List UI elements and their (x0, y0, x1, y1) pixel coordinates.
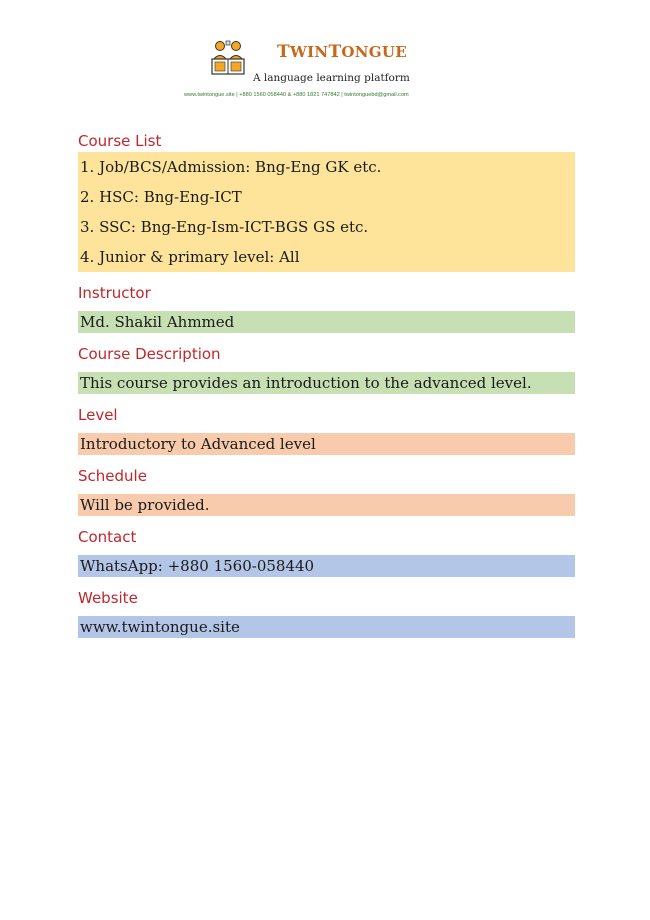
description-value: This course provides an introduction to the advanced level. (80, 374, 532, 392)
contact-line: www.twintongue.site | +880 1560 058440 & +880 1821 747842 | twintonguebd@gmail.com (184, 92, 409, 98)
brand-initial-2: T (328, 42, 342, 62)
list-item: 2. HSC: Bng-Eng-ICT (80, 188, 242, 206)
instructor-value: Md. Shakil Ahmmed (80, 313, 235, 331)
course-details (78, 130, 575, 638)
schedule-box (78, 494, 575, 516)
schedule-heading: Schedule (78, 467, 147, 485)
course-list (78, 152, 575, 272)
level-heading: Level (78, 406, 118, 424)
instructor-box (78, 311, 575, 333)
contact-box (78, 555, 575, 577)
description-box (78, 372, 575, 394)
list-item: 4. Junior & primary level: All (80, 248, 300, 266)
list-item: 3. SSC: Bng-Eng-Ism-ICT-BGS GS etc. (80, 218, 369, 236)
tagline: A language learning platform (253, 72, 410, 84)
list-item: 1. Job/BCS/Admission: Bng-Eng GK etc. (80, 158, 382, 176)
contact-heading: Contact (78, 528, 137, 546)
brand-part-1: WIN (289, 43, 329, 61)
course-list-heading: Course List (78, 132, 162, 150)
brand-initial-1: T (277, 42, 290, 62)
website-value: www.twintongue.site (80, 618, 240, 636)
brand-part-2: ONGUE (341, 43, 407, 61)
level-value: Introductory to Advanced level (80, 435, 316, 453)
website-heading: Website (78, 589, 138, 607)
description-heading: Course Description (78, 345, 221, 363)
level-box (78, 433, 575, 455)
website-box (78, 616, 575, 638)
brand-name (277, 42, 407, 62)
twintongue-logo-icon (208, 40, 248, 76)
schedule-value: Will be provided. (80, 496, 210, 514)
letterhead (0, 36, 650, 106)
contact-value: WhatsApp: +880 1560-058440 (80, 557, 315, 575)
instructor-heading: Instructor (78, 284, 151, 302)
